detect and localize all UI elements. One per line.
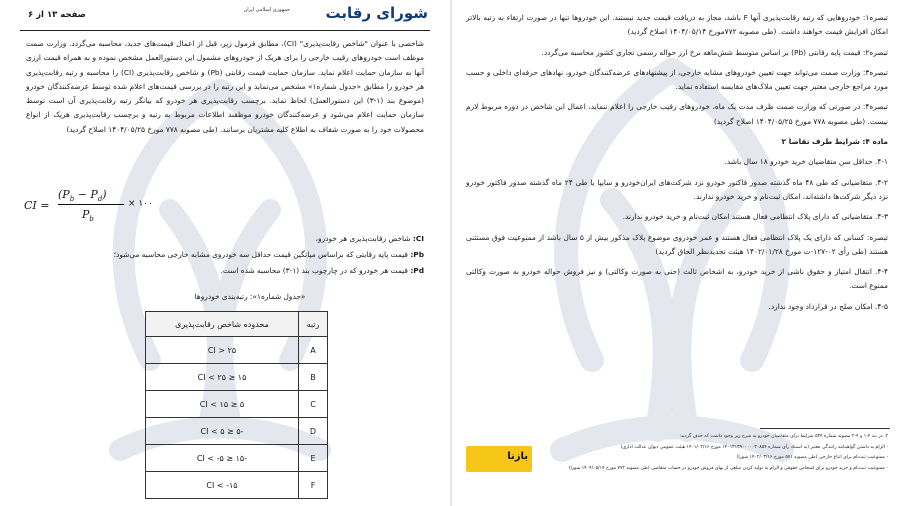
table-row <box>146 445 328 472</box>
rank-cell: F <box>299 472 328 499</box>
definition-item: Pb: قیمت پایه رقابتی که براساس میانگین قیمت حداقل سه خودروی مشابه خارجی محاسبه می‌شود؛ <box>113 250 424 259</box>
table-header-row <box>146 312 328 337</box>
right-page-content <box>466 11 888 320</box>
clause-item: ۴-۲. متقاضیانی که طی ۴۸ ماه گذشته صدور فاکتور خودرو نزد شرکت‌های ایران‌خودرو و سایپا یا طی ۲۴ ماه گذشته صدور فاکتور خودرو نزد دیگر شرکت‌ها داشته‌اند، امکان ثبت‌نام و خرید خودرو ندارند. <box>466 177 888 201</box>
fraction-bar <box>58 204 124 205</box>
clause-item: ۴-۱. حداقل سن متقاضیان خرید خودرو ۱۸ سال باشد. <box>724 157 888 167</box>
table-caption: «جدول شماره۱»: رتبه‌بندی خودروها <box>194 292 306 301</box>
ci-formula <box>24 186 164 226</box>
rank-cell: C <box>299 391 328 418</box>
column-header-rank: رتبه <box>299 312 328 337</box>
range-cell: CI < -۱۵ <box>146 472 299 499</box>
range-cell: -۱۵ ≤ CI < -۵ <box>146 445 299 472</box>
clause-item: ۴-۵. امکان صلح در قرارداد وجود ندارد. <box>768 301 888 311</box>
formula-definitions <box>26 231 424 279</box>
range-cell: ۵ ≤ CI < ۱۵ <box>146 391 299 418</box>
rank-cell: E <box>299 445 328 472</box>
footnote-line: - ممنوعیت ثبت‌نام برای اتباع خارجی (طی مصوبه ۵۷۱ مورخ ۱۴۰۲/۰۳/۱۶ شورا) <box>736 455 888 461</box>
table-row <box>146 364 328 391</box>
page-number: صفحه ۱۳ از ۶ <box>28 10 86 20</box>
logo-text: بازنا <box>507 451 528 462</box>
footnote-line: ۲. در بند ۴-۱ و ۴-۲ مصوبه شماره ۵۳۴ شرایط برای متقاضیان خودرو به شرح زیر وجود داشت که حذف گردید: <box>679 434 888 439</box>
footnote-line: - ممنوعیت ثبت‌نام و خرید خودرو برای اشخاص حقوقی و الزام به تولید کردن مبلغی از بهای فروش خودرو در حساب متقاضی (طی مصوبه ۷۷۲ مورخ ۱۴۰۴/۰۵/۱۴ شورا) <box>568 465 888 471</box>
table-row <box>146 418 328 445</box>
note-paragraph: تبصره۳: وزارت صمت می‌تواند جهت تعیین خودروهای مشابه خارجی، از پیشنهادهای عرضه‌کنندگان خودرو، نهادهای حرفه‌ای داخلی و حسب مورد مراجع خارجی معتبر جهت تعیین ملاک‌های مقایسه استفاده نماید. <box>466 67 888 92</box>
table-row <box>146 391 328 418</box>
document-title: شورای رقابت <box>325 4 428 22</box>
clause-note: تبصره: کسانی که دارای یک پلاک انتظامی فعال هستند و عمر خودروی موضوع پلاک مذکور بیش از ۵ سال باشد از ممنوعیت فوق مستثنی هستند (طی رأی ۰۲-۱۲۷-ت مورخ ۱۴۰۲/۰۱/۲۸ هیئت تجدیدنظر الحاق گردید) <box>466 232 888 256</box>
clause-item: ۴-۳. متقاضیانی که دارای پلاک انتظامی فعال هستند امکان ثبت‌نام و خرید خودرو ندارند. <box>622 212 888 222</box>
range-cell: ۱۵ ≤ CI < ۲۵ <box>146 364 299 391</box>
ci-description-paragraph: شاخصی با عنوان "شاخص رقابت‌پذیری" (CI)، مطابق فرمول زیر، قبل از اعمال قیمت‌های جدید، محاسبه می‌گردد. وزارت صمت موظف است خودروهای رقیب خارجی را برای هریک از خودروهای مشمول این دستورالعمل مشخص نموده و به همراه قیمت ارزی آنها به سازمان حمایت اعلام نماید. سازمان حمایت قیمت رقابتی (Pb) و شاخص رقابت‌پذیری (CI) را محاسبه و رتبه رقابت‌پذیری هر خودرو را مطابق «جدول شماره۱» مشخص می‌نماید و این رتبه را در بررسی قیمت‌های اعلام شده توسط عرضه‌کنندگان خودرو (موضوع بند (۱-۳) این دستورالعمل) لحاظ نماید. برچسب رقابت‌پذیری هر خودرو که بیانگر رتبه رقابت‌پذیری آن است توسط سازمان حمایت اعلام می‌شود و عرضه‌کنندگان خودرو موظفند اطلاعات مربوط به رتبه و برچسب رقابت‌پذیری هریک از انواع محصولات خود را به صورت شفاف به اطلاع کلیه مشتریان برسانند. (طی مصوبه ۷۷۸ مورخ ۱۴۰۴/۰۵/۲۵ اصلاح گردید) <box>26 39 425 134</box>
formula-numerator: $(P_b - P_d)$ <box>58 188 107 204</box>
header-subtitle: جمهوری اسلامی ایران <box>243 7 290 13</box>
clause-item: ۴-۴. انتقال امتیاز و حقوق ناشی از خرید خودرو، به اشخاص ثالث (حتی به صورت وکالتی) و نیز فروش حواله خودرو به صورت وکالتی ممنوع است. <box>466 267 888 291</box>
section-heading: ماده ۴: شرایط طرف تقاضا ۲ <box>781 137 888 147</box>
footnote-separator <box>760 428 890 429</box>
rank-cell: D <box>299 418 328 445</box>
formula-lhs: CI = <box>24 199 50 212</box>
site-logo <box>466 446 532 472</box>
note-paragraph: تبصره۴: در صورتی که وزارت صمت ظرف مدت یک ماه، خودروهای رقیب خارجی را اعلام ننماید، اعمال این شاخص در دوره مربوط لازم نیست. (طی مصوبه ۷۷۸ مورخ ۱۴۰۴/۰۵/۲۵ اصلاح گردید) <box>466 102 888 126</box>
range-cell: ۲۵ < CI <box>146 337 299 364</box>
formula-multiplier: × ۱۰۰ <box>128 199 153 209</box>
right-page <box>452 0 900 506</box>
definition-item: CI: شاخص رقابت‌پذیری هر خودرو، <box>315 234 424 243</box>
definition-item: Pd: قیمت هر خودرو که در چارچوب بند (۱-۳) محاسبه شده است. <box>220 266 424 275</box>
rank-cell: B <box>299 364 328 391</box>
ranking-table <box>145 311 328 499</box>
rank-cell: A <box>299 337 328 364</box>
table-row <box>146 337 328 364</box>
page-header <box>20 4 430 31</box>
range-cell: -۵ ≤ CI < ۵ <box>146 418 299 445</box>
note-paragraph: تبصره۲: قیمت پایه رقابتی (Pb) بر اساس متوسط شش‌ماهه نرخ ارز حواله رسمی تجاری کشور محاسبه می‌گردد. <box>541 47 888 57</box>
formula-denominator: $P_b$ <box>82 208 94 224</box>
note-paragraph: تبصره۱: خودروهایی که رتبه رقابت‌پذیری آنها F باشد، مجاز به دریافت قیمت جدید نیستند. این خودروها تنها در صورت ارتقاء به رتبه بالاتر امکان افزایش قیمت خواهند داشت. (طی مصوبه ۷۷۲مورخ ۱۴۰۴/۰۵/۱۴ اصلاح گردید) <box>466 13 888 37</box>
column-header-range: محدوده شاخص رقابت‌پذیری <box>146 312 299 337</box>
table-row <box>146 472 328 499</box>
footnote-line: - الزام به داشتن گواهینامه رانندگی معتبر (به استناد رأی شماره ۱۴۰۱۳۱۳۹۰۰۰۰۰۳۰۸۵۴ مورخ ۱۴۰۱/۰۲/۱۶ هیئت عمومی دیوان عدالت اداری) <box>620 444 888 450</box>
